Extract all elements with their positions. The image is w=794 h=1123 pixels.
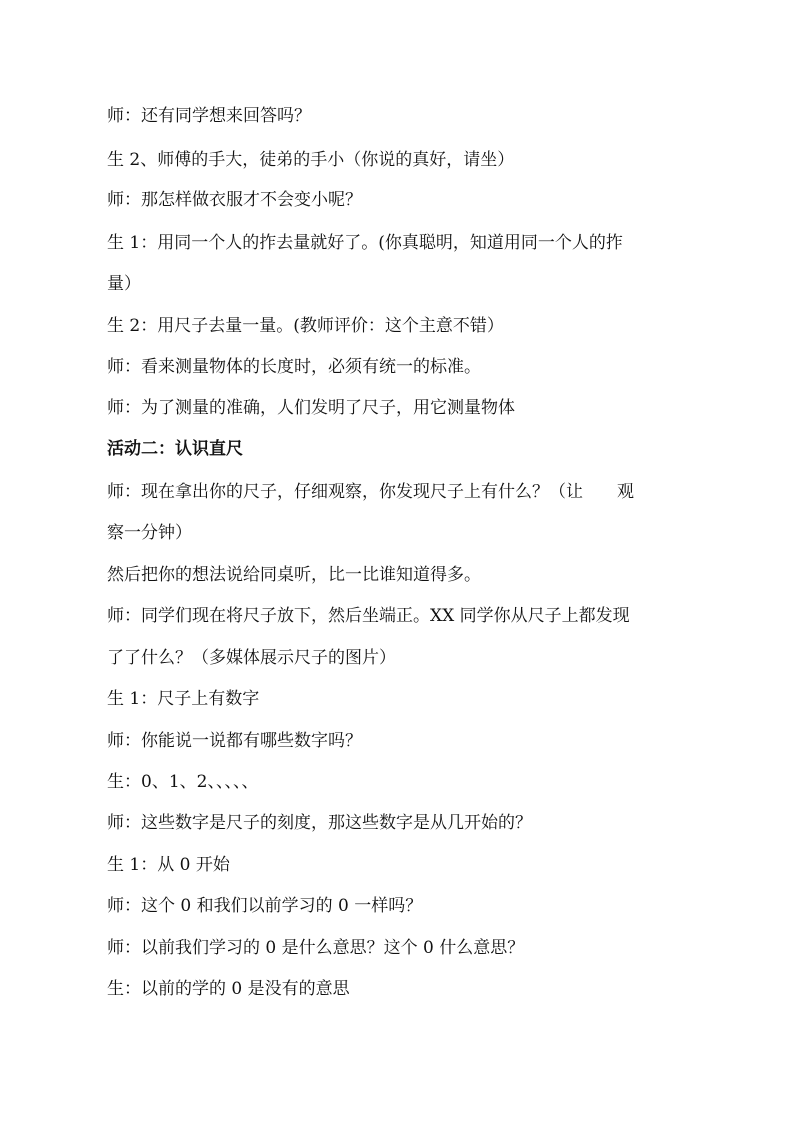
text-line: 师：那怎样做衣服才不会变小呢？ [107, 190, 362, 210]
text-line: 师：你能说一说都有哪些数字吗？ [107, 731, 362, 751]
text-line: 生 2、师傅的手大，徒弟的手小（你说的真好，请坐） [107, 150, 515, 170]
text-line: 师：这些数字是尺子的刻度，那这些数字是从几开始的？ [107, 813, 532, 833]
section-heading: 活动二：认识直尺 [107, 439, 243, 459]
text-line: 然后把你的想法说给同桌听，比一比谁知道得多。 [107, 565, 481, 585]
text-line: 师：这个 0 和我们以前学习的 0 一样吗？ [107, 896, 423, 916]
text-line: 察一分钟） [107, 523, 192, 543]
text-line: 生 1：尺子上有数字 [107, 689, 260, 709]
text-line: 师：为了测量的准确，人们发明了尺子，用它测量物体 [107, 398, 515, 418]
text-line: 量） [107, 274, 141, 294]
text-line: 师：以前我们学习的 0 是什么意思？这个 0 什么意思？ [107, 938, 525, 958]
text-line: 生 1：用同一个人的拃去量就好了。(你真聪明，知道用同一个人的拃 [107, 233, 623, 253]
text-line: 生：以前的学的 0 是没有的意思 [107, 979, 350, 999]
text-line: 生 2：用尺子去量一量。(教师评价：这个主意不错） [107, 316, 504, 336]
text-line: 了了什么？（多媒体展示尺子的图片） [107, 648, 396, 668]
text-line: 生：0、1、2、、、、、 [107, 772, 259, 792]
text-line: 生 1：从 0 开始 [107, 855, 230, 875]
text-line: 师：还有同学想来回答吗？ [107, 106, 311, 126]
text-line: 师：现在拿出你的尺子，仔细观察，你发现尺子上有什么？（让 观 [107, 482, 634, 502]
text-line: 师：看来测量物体的长度时，必须有统一的标准。 [107, 357, 481, 377]
text-line: 师：同学们现在将尺子放下，然后坐端正。XX 同学你从尺子上都发现 [107, 606, 630, 626]
